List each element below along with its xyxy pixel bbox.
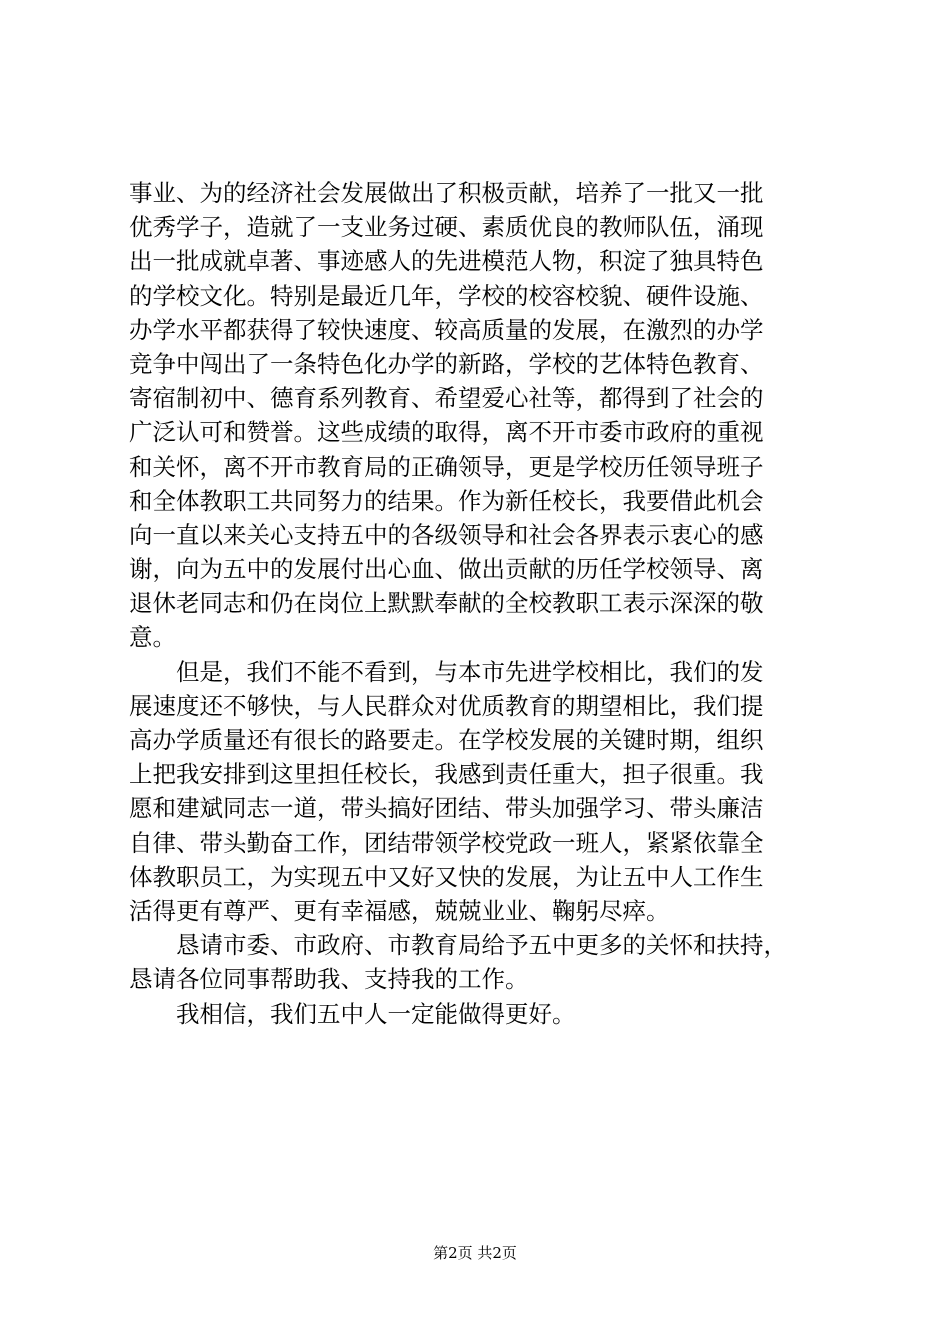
text-line: 和关怀，离不开市教育局的正确领导，更是学校历任领导班子 xyxy=(129,452,764,481)
text-line: 但是，我们不能不看到，与本市先进学校相比，我们的发 xyxy=(129,657,764,686)
text-line: 恳请市委、市政府、市教育局给予五中更多的关怀和扶持， xyxy=(129,931,787,960)
text-line: 上把我安排到这里担任校长，我感到责任重大，担子很重。我 xyxy=(129,760,764,789)
text-line: 愿和建斌同志一道，带头搞好团结、带头加强学习、带头廉洁 xyxy=(129,794,764,823)
document-body xyxy=(129,176,835,1031)
text-line: 和全体教职工共同努力的结果。作为新任校长，我要借此机会 xyxy=(129,486,764,515)
text-line: 事业、为的经济社会发展做出了积极贡献，培养了一批又一批 xyxy=(129,179,764,207)
page-indicator: 第2页 共2页 xyxy=(433,1244,517,1262)
text-line: 竞争中闯出了一条特色化办学的新路，学校的艺体特色教育、 xyxy=(129,349,764,378)
text-line: 出一批成就卓著、事迹感人的先进模范人物，积淀了独具特色 xyxy=(129,247,764,276)
text-line: 谢，向为五中的发展付出心血、做出贡献的历任学校领导、离 xyxy=(129,555,764,584)
text-line: 的学校文化。特别是最近几年，学校的校容校貌、硬件设施、 xyxy=(129,281,764,310)
text-line: 退休老同志和仍在岗位上默默奉献的全校教职工表示深深的敬 xyxy=(129,589,764,618)
text-line: 向一直以来关心支持五中的各级领导和社会各界表示衷心的感 xyxy=(129,520,764,549)
text-line: 恳请各位同事帮助我、支持我的工作。 xyxy=(129,965,529,994)
text-line: 活得更有尊严、更有幸福感，兢兢业业、鞠躬尽瘁。 xyxy=(129,896,670,925)
page-footer xyxy=(0,1243,950,1263)
text-line: 自律、带头勤奋工作，团结带领学校党政一班人，紧紧依靠全 xyxy=(129,828,764,857)
text-line: 展速度还不够快，与人民群众对优质教育的期望相比，我们提 xyxy=(129,691,764,720)
text-line: 体教职员工，为实现五中又好又快的发展，为让五中人工作生 xyxy=(129,862,764,891)
text-line: 意。 xyxy=(129,623,176,652)
text-line: 广泛认可和赞誉。这些成绩的取得，离不开市委市政府的重视 xyxy=(129,418,764,447)
text-line: 寄宿制初中、德育系列教育、希望爱心社等，都得到了社会的 xyxy=(129,384,764,413)
text-line: 我相信，我们五中人一定能做得更好。 xyxy=(129,999,576,1028)
text-line: 优秀学子，造就了一支业务过硬、素质优良的教师队伍，涌现 xyxy=(129,213,764,242)
text-line: 办学水平都获得了较快速度、较高质量的发展，在激烈的办学 xyxy=(129,315,764,344)
text-line: 高办学质量还有很长的路要走。在学校发展的关键时期，组织 xyxy=(129,726,764,754)
